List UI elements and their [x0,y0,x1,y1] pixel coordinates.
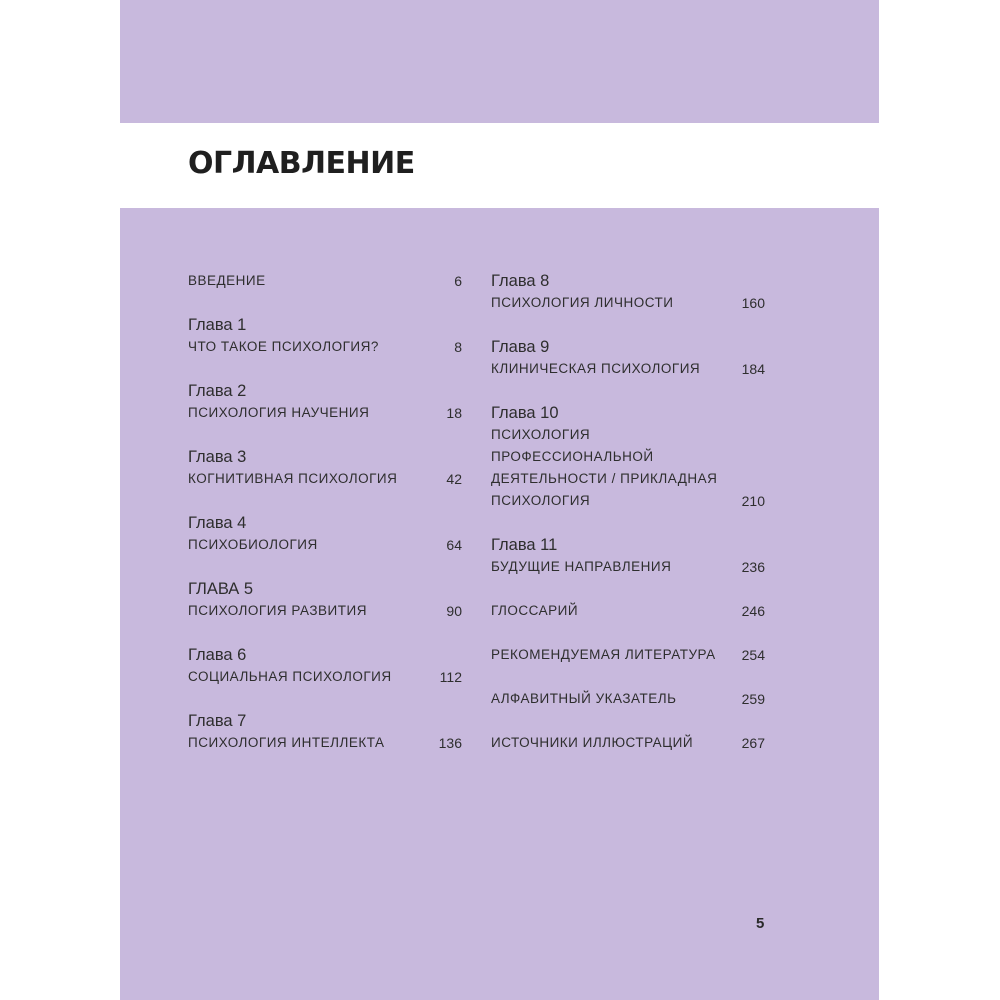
chapter-label: Глава 2 [188,382,247,400]
toc-entry[interactable] [491,336,765,380]
toc-entry[interactable] [491,534,765,578]
toc-entry[interactable] [188,314,462,358]
toc-entry-title: КОГНИТИВНАЯ ПСИХОЛОГИЯ [188,471,398,486]
toc-entry-page: 160 [741,295,765,311]
toc-entry[interactable] [491,644,765,666]
toc-entry-title: БУДУЩИЕ НАПРАВЛЕНИЯ [491,559,672,574]
toc-entry-page: 210 [741,493,765,509]
toc-entry[interactable] [188,644,462,688]
toc-entry-title: КЛИНИЧЕСКАЯ ПСИХОЛОГИЯ [491,361,701,376]
toc-entry[interactable] [188,270,462,292]
top-color-band [120,0,879,123]
page-title: ОГЛАВЛЕНИЕ [188,146,415,181]
toc-entry-title: РЕКОМЕНДУЕМАЯ ЛИТЕРАТУРА [491,647,716,662]
toc-entry-page: 90 [446,603,462,619]
toc-entry[interactable] [188,578,462,622]
chapter-label: Глава 1 [188,316,247,334]
toc-entry[interactable] [491,402,765,512]
toc-entry-page: 236 [741,559,765,575]
toc-entry-title: ПСИХОЛОГИЯ РАЗВИТИЯ [188,603,367,618]
toc-entry-title: ПСИХОБИОЛОГИЯ [188,537,318,552]
toc-entry-title: ЧТО ТАКОЕ ПСИХОЛОГИЯ? [188,339,379,354]
chapter-label: Глава 7 [188,712,247,730]
toc-entry-page: 259 [741,691,765,707]
book-page [120,0,879,1000]
toc-entry-title: АЛФАВИТНЫЙ УКАЗАТЕЛЬ [491,691,677,706]
toc-entry-page: 136 [438,735,462,751]
toc-entry[interactable] [491,688,765,710]
chapter-label: Глава 11 [491,536,558,554]
toc-entry[interactable] [491,732,765,754]
toc-entry-page: 246 [741,603,765,619]
toc-entry-page: 42 [446,471,462,487]
toc-entry-page: 64 [446,537,462,553]
toc-entry-page: 267 [741,735,765,751]
toc-entry[interactable] [188,380,462,424]
toc-entry-page: 254 [741,647,765,663]
toc-right-column [491,270,765,776]
chapter-label: ГЛАВА 5 [188,580,254,598]
chapter-label: Глава 9 [491,338,550,356]
toc-entry-page: 18 [446,405,462,421]
toc-entry-title: ПСИХОЛОГИЯ НАУЧЕНИЯ [188,405,370,420]
toc-entry-title: ПСИХОЛОГИЯ ИНТЕЛЛЕКТА [188,735,385,750]
toc-entry-title: ВВЕДЕНИЕ [188,273,266,288]
toc-entry-title: ПСИХОЛОГИЯ ПРОФЕССИОНАЛЬНОЙ ДЕЯТЕЛЬНОСТИ / ПРИКЛАДНАЯ ПСИХОЛОГИЯ [491,427,718,508]
toc-entry[interactable] [491,600,765,622]
toc-entry[interactable] [188,710,462,754]
page-number: 5 [756,915,765,932]
toc-entry-page: 112 [439,669,462,685]
chapter-label: Глава 3 [188,448,247,466]
toc-entry-page: 8 [454,339,462,355]
toc-left-column [188,270,462,776]
chapter-label: Глава 4 [188,514,247,532]
chapter-label: Глава 10 [491,404,559,422]
chapter-label: Глава 6 [188,646,247,664]
toc-entry-page: 6 [454,273,462,289]
toc-entry[interactable] [188,512,462,556]
chapter-label: Глава 8 [491,272,550,290]
toc-entry[interactable] [188,446,462,490]
toc-entry[interactable] [491,270,765,314]
toc-entry-title: ГЛОССАРИЙ [491,603,579,618]
toc-entry-title: ИСТОЧНИКИ ИЛЛЮСТРАЦИЙ [491,735,694,750]
toc-entry-page: 184 [741,361,765,377]
toc-entry-title: ПСИХОЛОГИЯ ЛИЧНОСТИ [491,295,674,310]
toc-entry-title: СОЦИАЛЬНАЯ ПСИХОЛОГИЯ [188,669,392,684]
